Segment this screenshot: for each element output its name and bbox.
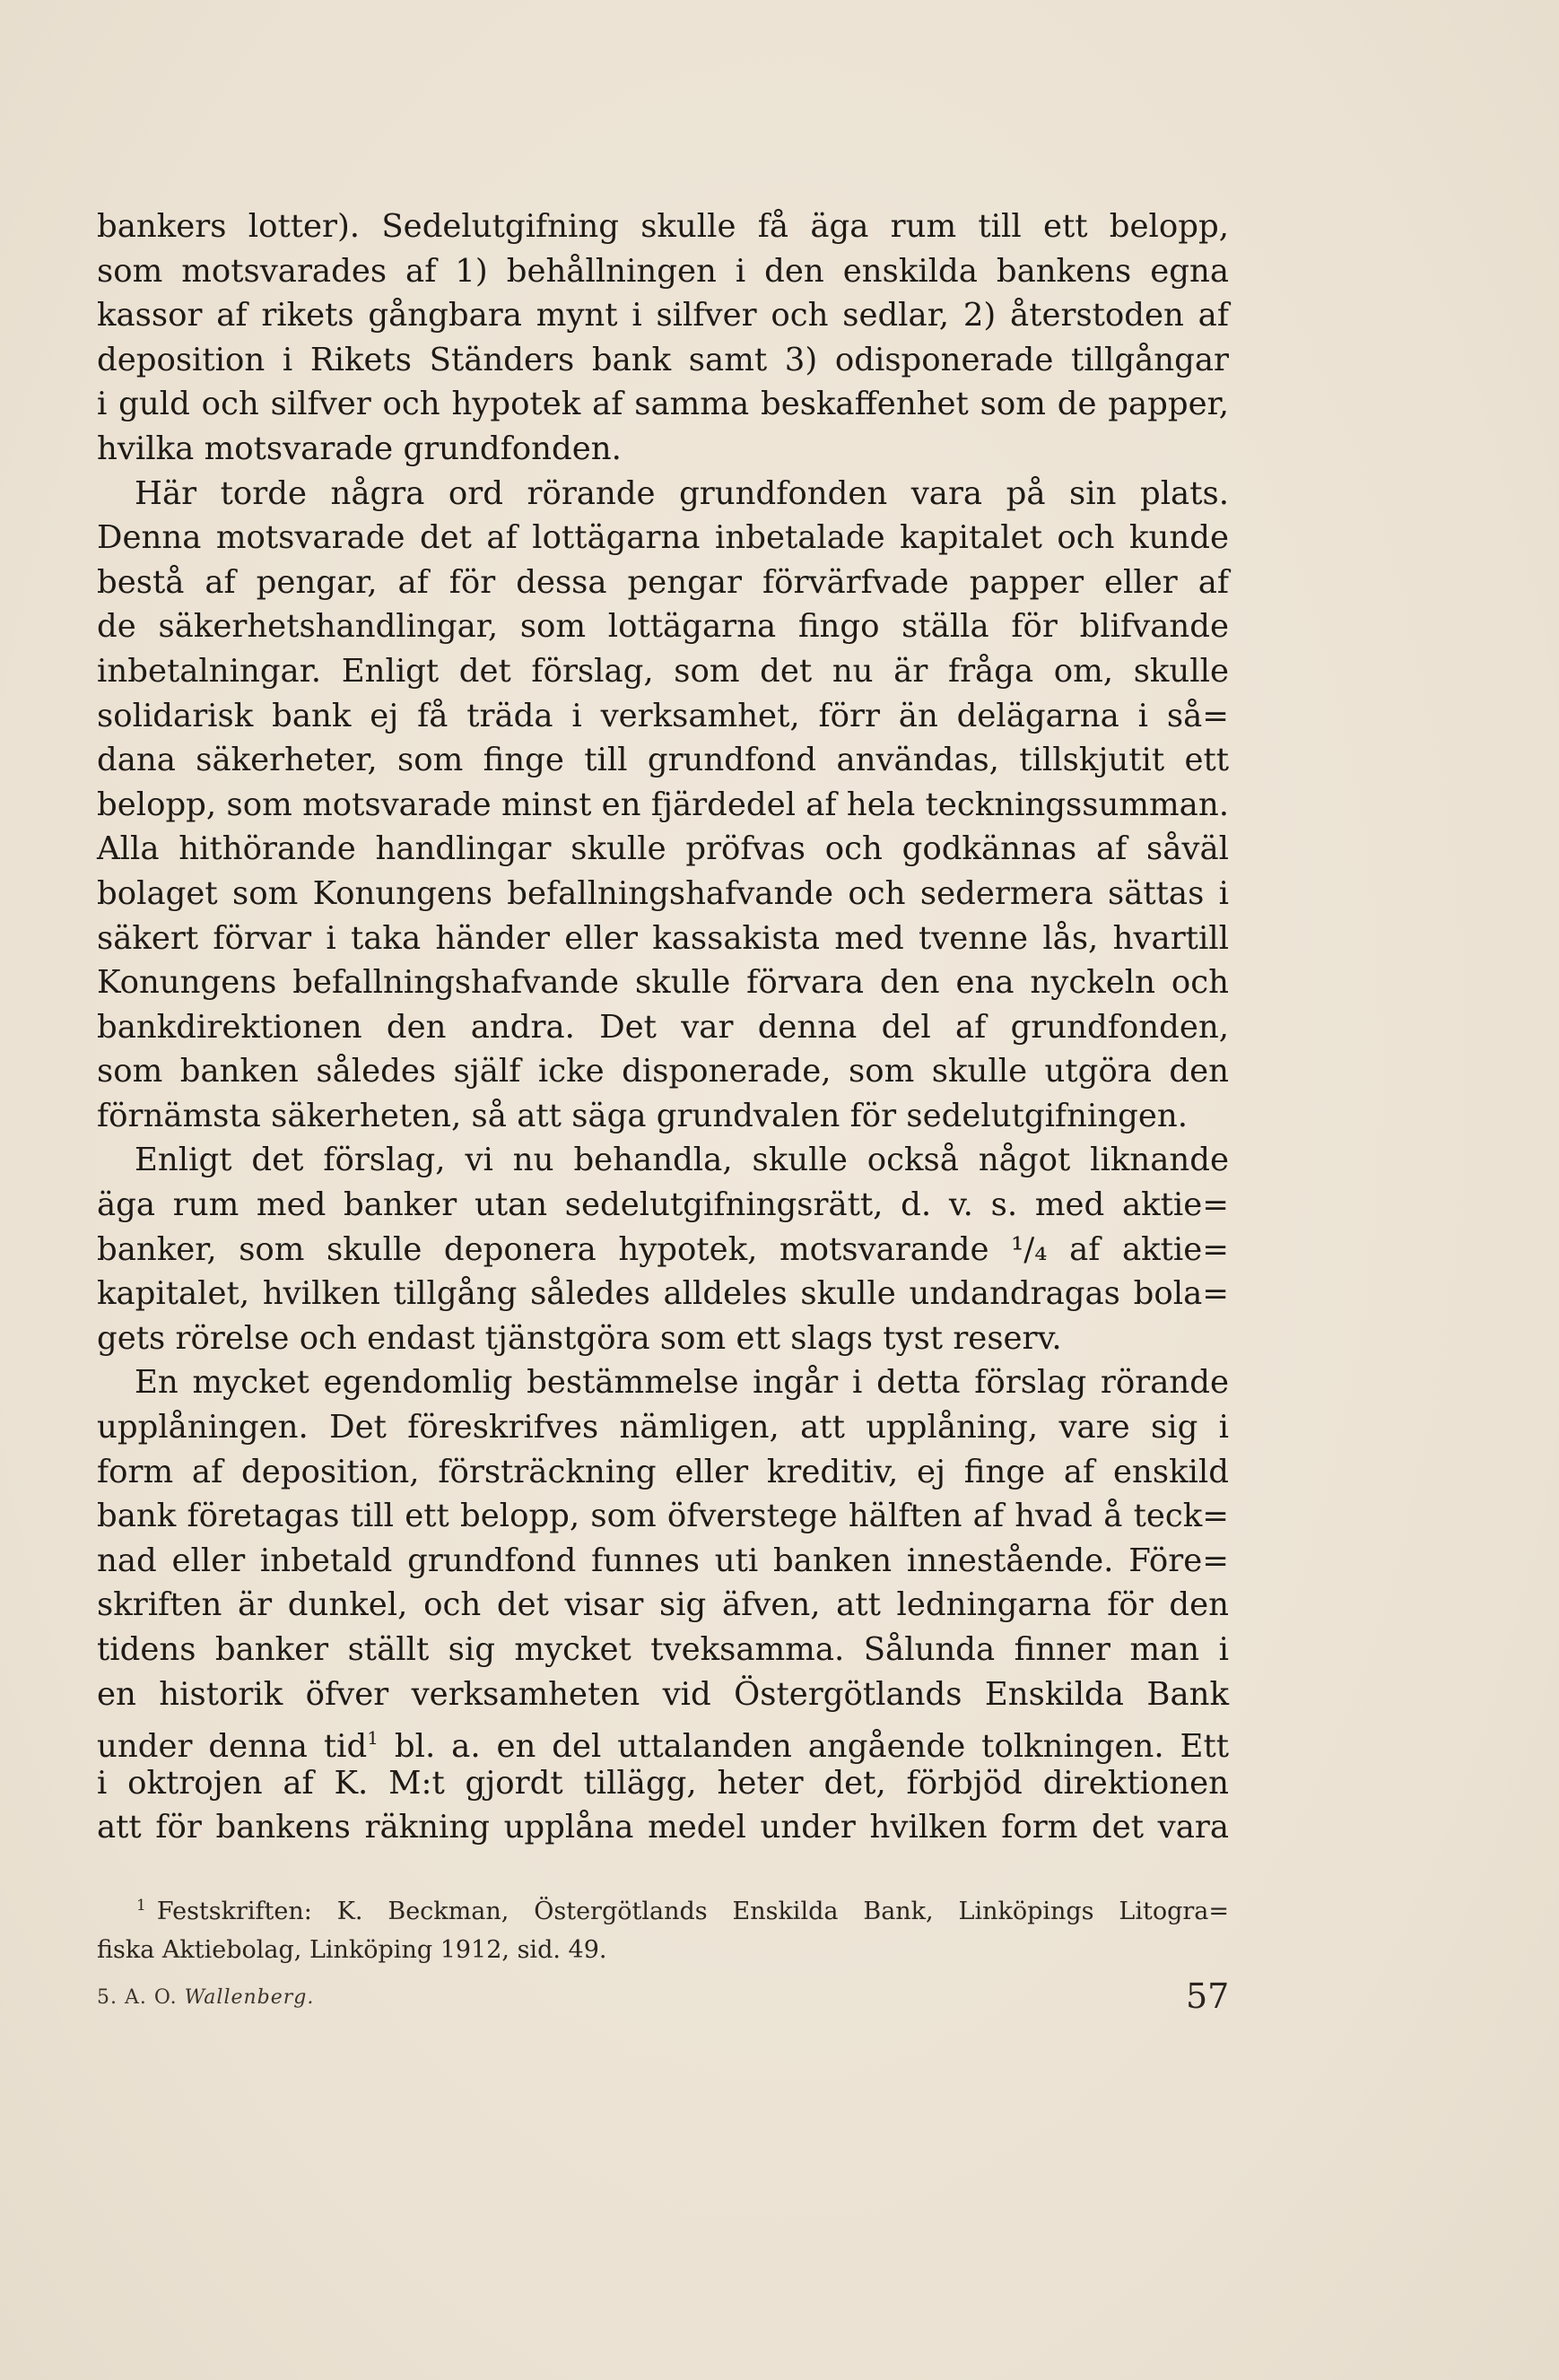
text-line: Enligt det förslag, vi nu behandla, skulle också något liknande (135, 1142, 1229, 1179)
text-line: inbetalningar. Enligt det förslag, som det nu är fråga om, skulle (97, 652, 1229, 690)
text-line: solidarisk bank ej få träda i verksamhet, förr än delägarna i så= (97, 697, 1229, 734)
text-line: Denna motsvarade det af lottägarna inbetalade kapitalet och kunde (97, 519, 1229, 557)
text-fragment: bl. a. en del uttalanden angående tolkningen. Ett (378, 1728, 1229, 1766)
text-line: bankers lotter). Sedelutgifning skulle få äga rum till ett belopp, (97, 208, 1229, 245)
text-line: banker, som skulle deponera hypotek, motsvarande ¹/₄ af aktie= (97, 1230, 1229, 1268)
text-line: skriften är dunkel, och det visar sig äfven, att ledningarna för den (97, 1586, 1229, 1624)
text-line: hvilka motsvarade grundfonden. (97, 430, 622, 467)
page-number: 57 (1186, 1976, 1230, 2016)
text-line: en historik öfver verksamheten vid Östergötlands Enskilda Bank (97, 1675, 1229, 1713)
text-line: belopp, som motsvarade minst en fjärdedel af hela teckningssumman. (97, 786, 1229, 823)
text-line: En mycket egendomlig bestämmelse ingår i detta förslag rörande (135, 1364, 1229, 1402)
footnote-reference: 1 (367, 1727, 379, 1750)
text-line: kapitalet, hvilken tillgång således alldeles skulle undandragas bola= (97, 1275, 1229, 1313)
text-line: i oktrojen af K. M:t gjordt tillägg, heter det, förbjöd direktionen (97, 1764, 1229, 1802)
body-text (97, 204, 1229, 1850)
text-line: nad eller inbetald grundfond funnes uti banken innestående. Före= (97, 1542, 1229, 1579)
text-line: kassor af rikets gångbara mynt i silfver och sedlar, 2) återstoden af (97, 297, 1229, 334)
text-line: form af deposition, försträckning eller kreditiv, ej finge af enskild (97, 1453, 1229, 1490)
text-line: bank företagas till ett belopp, som öfverstege hälften af hvad å teck= (97, 1498, 1229, 1535)
signature-name: Wallenberg. (184, 1986, 315, 2009)
text-line: som banken således själf icke disponerade, som skulle utgöra den (97, 1053, 1229, 1090)
text-line: Här torde några ord rörande grundfonden vara på sin plats. (135, 474, 1229, 512)
footnote (97, 1887, 1229, 1969)
text-line: Alla hithörande handlingar skulle pröfvas och godkännas af såväl (97, 830, 1229, 868)
text-line: säkert förvar i taka händer eller kassakista med tvenne lås, hvartill (97, 919, 1229, 957)
signature-prefix: 5. A. O. (97, 1986, 178, 2009)
text-line: dana säkerheter, som finge till grundfond användas, tillskjutit ett (97, 742, 1229, 779)
text-line: de säkerhetshandlingar, som lottägarna fingo ställa för blifvande (97, 608, 1229, 646)
printer-signature (97, 1986, 314, 2009)
text-line: deposition i Rikets Ständers bank samt 3) odisponerade tillgångar (97, 341, 1229, 378)
text-line: som motsvarades af 1) behållningen i den enskilda bankens egna (97, 252, 1229, 290)
text-line: tidens banker ställt sig mycket tveksamma. Sålunda finner man i (97, 1631, 1229, 1668)
text-line: upplåningen. Det föreskrifves nämligen, att upplåning, vare sig i (97, 1409, 1229, 1446)
text-line: bolaget som Konungens befallningshafvande och sedermera sättas i (97, 874, 1229, 912)
footnote-line (97, 1887, 1229, 1931)
text-line (97, 1716, 1229, 1766)
text-line: att för bankens räkning upplåna medel under hvilken form det vara (97, 1809, 1229, 1846)
footnote-line: fiska Aktiebolag, Linköping 1912, sid. 49. (97, 1936, 607, 1964)
text-line: bestå af pengar, af för dessa pengar förvärfvade papper eller af (97, 563, 1229, 601)
footnote-text: Festskriften: K. Beckman, Östergötlands Enskilda Bank, Linköpings Litogra= (156, 1898, 1229, 1925)
text-line: äga rum med banker utan sedelutgifningsrätt, d. v. s. med aktie= (97, 1186, 1229, 1224)
text-line: gets rörelse och endast tjänstgöra som ett slags tyst reserv. (97, 1319, 1062, 1357)
text-line: i guld och silfver och hypotek af samma beskaffenhet som de papper, (97, 386, 1229, 423)
text-line: Konungens befallningshafvande skulle förvara den ena nyckeln och (97, 964, 1229, 1002)
text-line: förnämsta säkerheten, så att säga grundvalen för sedelutgifningen. (97, 1097, 1189, 1134)
footnote-marker: 1 (136, 1897, 146, 1915)
text-line: bankdirektionen den andra. Det var denna del af grundfonden, (97, 1008, 1229, 1046)
text-fragment: under denna tid (97, 1728, 368, 1766)
